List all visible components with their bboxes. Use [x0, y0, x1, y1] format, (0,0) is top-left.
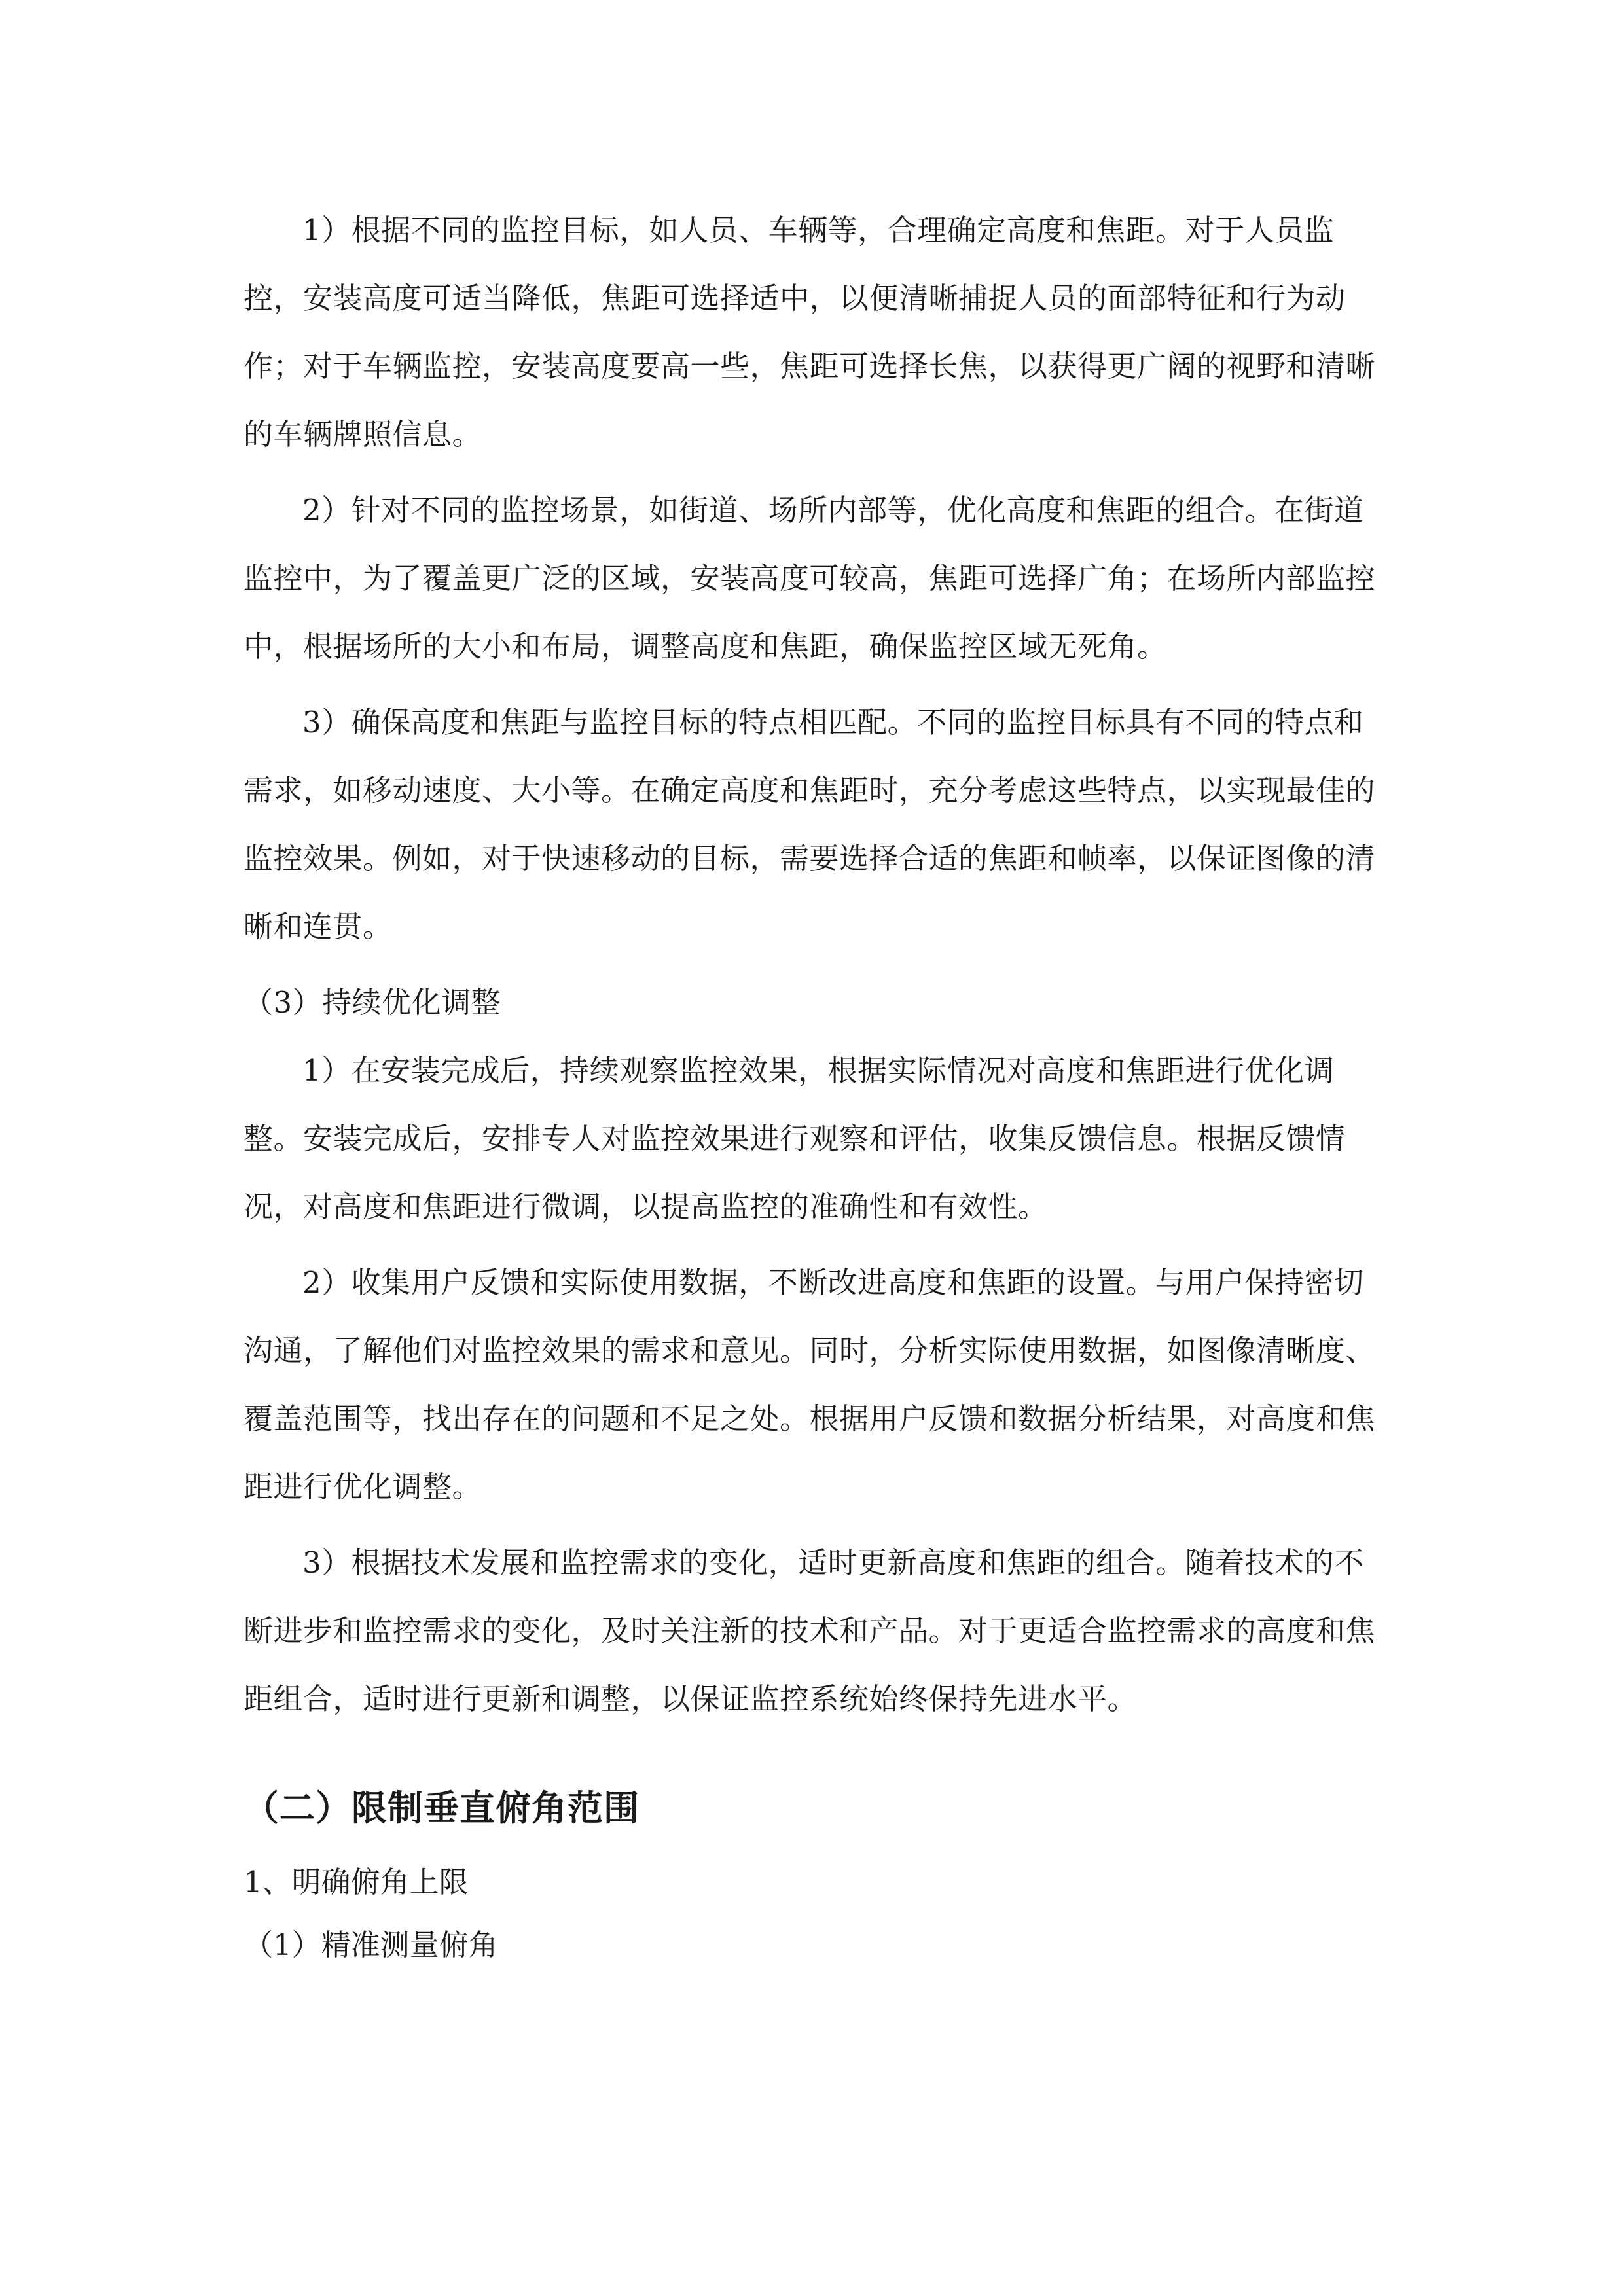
paragraph-target-based: 1）根据不同的监控目标，如人员、车辆等，合理确定高度和焦距。对于人员监控，安装高度可适当降低，焦距可选择适中，以便清晰捕捉人员的面部特征和行为动作；对于车辆监控，安装高度要高一些，焦距可选择长焦，以获得更广阔的视野和清晰的车辆牌照信息。: [244, 213, 1376, 452]
section-title: （二）限制垂直俯角范围: [244, 1787, 640, 1829]
paragraph-matching: 3）确保高度和焦距与监控目标的特点相匹配。不同的监控目标具有不同的特点和需求，如移动速度、大小等。在确定高度和焦距时，充分考虑这些特点，以实现最佳的监控效果。例如，对于快速移动的目标，需要选择合适的焦距和帧率，以保证图像的清晰和连贯。: [244, 705, 1376, 944]
paragraph-post-install-adjust: 1）在安装完成后，持续观察监控效果，根据实际情况对高度和焦距进行优化调整。安装完成后，安排专人对监控效果进行观察和评估，收集反馈信息。根据反馈情况，对高度和焦距进行微调，以提高监控的准确性和有效性。: [244, 1053, 1346, 1224]
paragraph-tech-update: 3）根据技术发展和监控需求的变化，适时更新高度和焦距的组合。随着技术的不断进步和监控需求的变化，及时关注新的技术和产品。对于更适合监控需求的高度和焦距组合，适时进行更新和调整，以保证监控系统始终保持先进水平。: [244, 1545, 1376, 1716]
paragraph-scene-based: 2）针对不同的监控场景，如街道、场所内部等，优化高度和焦距的组合。在街道监控中，为了覆盖更广泛的区域，安装高度可较高，焦距可选择广角；在场所内部监控中，根据场所的大小和布局，调整高度和焦距，确保监控区域无死角。: [244, 493, 1376, 664]
document-body: [244, 196, 1376, 1977]
paragraph-user-feedback: 2）收集用户反馈和实际使用数据，不断改进高度和焦距的设置。与用户保持密切沟通，了解他们对监控效果的需求和意见。同时，分析实际使用数据，如图像清晰度、覆盖范围等，找出存在的问题和不足之处。根据用户反馈和数据分析结果，对高度和焦距进行优化调整。: [244, 1265, 1376, 1504]
sub-item-title: （1）精准测量俯角: [244, 1928, 498, 1962]
subheading-continuous-optimization: （3）持续优化调整: [244, 985, 501, 1020]
item-title: 1、明确俯角上限: [244, 1865, 469, 1899]
